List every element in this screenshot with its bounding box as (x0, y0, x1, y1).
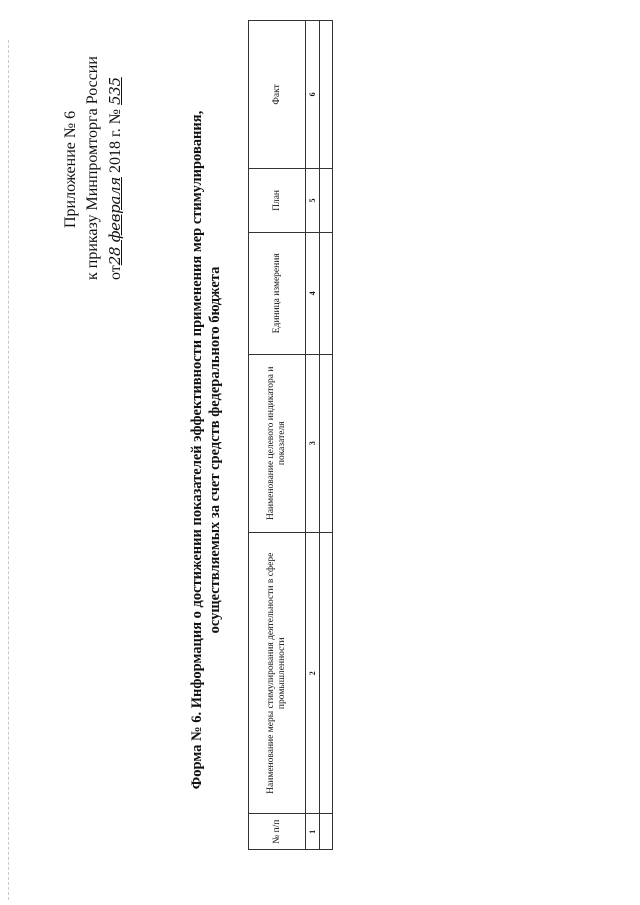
table-cell (320, 233, 333, 354)
column-number-row (306, 21, 320, 850)
header-cell: № п/п (249, 814, 306, 850)
header-cell: Факт (249, 21, 306, 169)
handwritten-date: 28 февраля (106, 176, 124, 266)
table-cell (320, 21, 333, 169)
date-prefix: от (107, 265, 124, 280)
handwritten-number: 535 (106, 77, 124, 105)
appendix-block (60, 20, 127, 280)
header-cell: План (249, 168, 306, 232)
scan-edge (8, 40, 9, 900)
table-cell (320, 814, 333, 850)
column-number: 3 (306, 354, 320, 532)
column-number: 2 (306, 532, 320, 814)
appendix-date-line (104, 20, 127, 280)
form-title-line1: Форма № 6. Информация о достижении показателей эффективности применения мер стимулирования, (189, 110, 205, 790)
appendix-order: к приказу Минпромторга России (84, 56, 101, 280)
table-cell (320, 532, 333, 814)
table-cell (320, 354, 333, 532)
indicators-table (248, 20, 333, 850)
column-number: 5 (306, 168, 320, 232)
column-number: 6 (306, 21, 320, 169)
table-header-row (249, 21, 306, 850)
appendix-title: Приложение № 6 (62, 110, 79, 228)
form-title-line2: осуществляемых за счет средств федерального бюджета (207, 266, 223, 634)
header-cell: Наименование меры стимулирования деятельности в сфере промышленности (249, 532, 306, 814)
form-title (188, 20, 224, 880)
table-cell (320, 168, 333, 232)
table-row (320, 21, 333, 850)
header-cell: Наименование целевого индикатора и показателя (249, 354, 306, 532)
column-number: 4 (306, 233, 320, 354)
header-cell: Единица измерения (249, 233, 306, 354)
date-middle: 2018 г. № (107, 104, 124, 177)
column-number: 1 (306, 814, 320, 850)
rotated-page (20, 20, 620, 880)
